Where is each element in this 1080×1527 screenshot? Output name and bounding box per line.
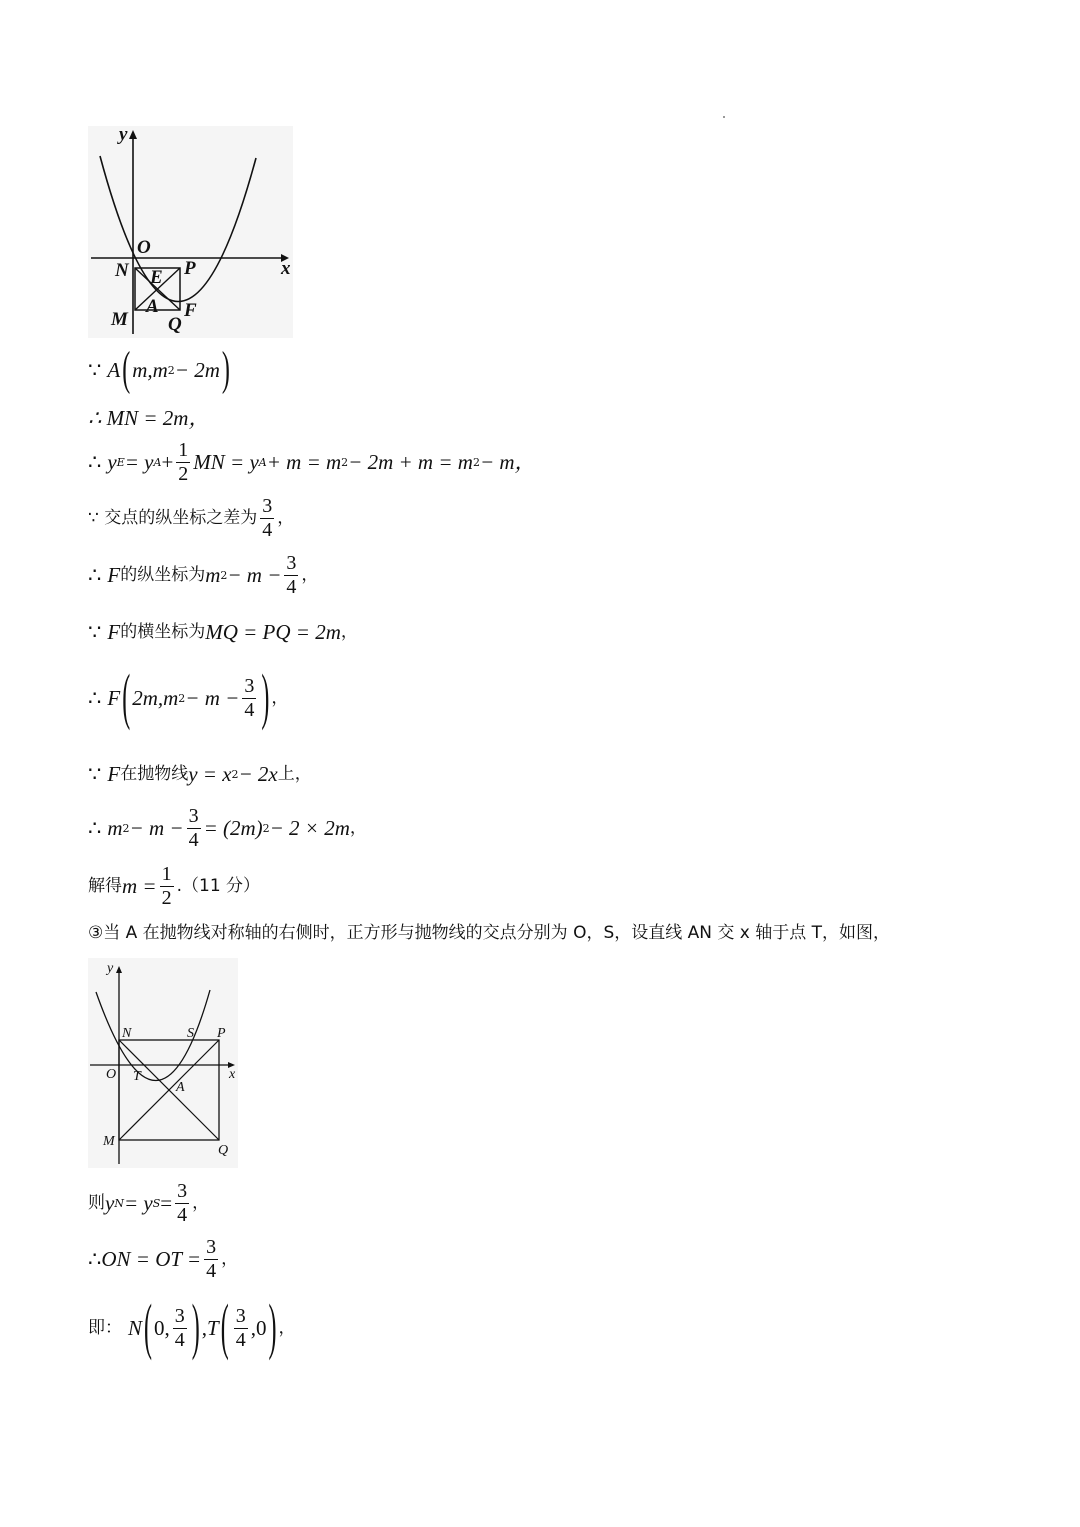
- expr: − 2m + m = m: [348, 450, 473, 474]
- text: 则: [88, 1193, 105, 1213]
- expr: = (2m): [203, 816, 263, 840]
- sub: S: [152, 1197, 161, 1210]
- expr: y = x: [188, 762, 232, 786]
- num: 1: [178, 439, 189, 461]
- label-Q: Q: [218, 1143, 229, 1158]
- label-N: N: [122, 1026, 132, 1041]
- text: 上，: [277, 764, 312, 784]
- line-6: [88, 622, 358, 643]
- expr: MN = y: [193, 450, 259, 474]
- expr: 2m,m: [132, 686, 179, 710]
- line-12: [88, 1181, 209, 1226]
- text: ，: [192, 1193, 210, 1213]
- den: 4: [244, 699, 255, 721]
- therefore: ∴: [88, 450, 102, 474]
- num: 3: [286, 552, 297, 574]
- text: ，: [277, 508, 295, 528]
- fraction: [242, 676, 256, 721]
- label-O: O: [106, 1067, 117, 1082]
- line-1: ∵ A ( m,m 2 − 2m ): [88, 344, 230, 396]
- line-9: [88, 806, 367, 851]
- text: 在抛物线: [120, 764, 189, 784]
- label-N: N: [115, 260, 129, 281]
- line-8: [88, 764, 312, 785]
- expr: = y: [123, 1191, 153, 1215]
- expr: +: [161, 450, 174, 474]
- point-N: N: [128, 1316, 143, 1340]
- expr: ON = OT =: [101, 1247, 202, 1271]
- since-symbol: ∵: [88, 762, 102, 786]
- small-dot: [723, 116, 725, 118]
- label-M: M: [111, 309, 128, 330]
- sup: 2: [220, 569, 228, 582]
- label-O: O: [137, 237, 151, 258]
- expr: MQ = PQ = 2m: [205, 620, 341, 644]
- sub: A: [258, 456, 267, 469]
- den: 4: [235, 1329, 246, 1351]
- text: ，: [349, 818, 367, 838]
- expr: y: [105, 1191, 115, 1215]
- point-F: F: [107, 620, 121, 644]
- expr: = y: [124, 450, 154, 474]
- text: ，: [301, 565, 319, 585]
- label-E: E: [150, 267, 163, 288]
- text: ，: [221, 1249, 239, 1269]
- den: 4: [262, 519, 273, 541]
- fraction: [175, 1181, 189, 1226]
- line-7: ∴ F ( 2m,m 2 − m − $\frac{3}{4}$ ) ，: [88, 664, 289, 733]
- label-x: x: [281, 258, 291, 279]
- since-symbol: ∵: [88, 620, 102, 644]
- expr: m,m: [132, 357, 168, 382]
- expr: − 2x: [238, 762, 278, 786]
- expr: y: [107, 450, 117, 474]
- fraction: [173, 1306, 187, 1351]
- expr: =: [160, 1191, 173, 1215]
- line-2: [88, 408, 209, 429]
- point-A: A: [107, 357, 121, 382]
- expr: m =: [122, 874, 157, 898]
- figure-2: [88, 958, 238, 1168]
- fraction: [160, 864, 174, 909]
- expr: − m −: [227, 563, 282, 587]
- figure-2-graph: [88, 958, 238, 1168]
- num: 1: [161, 863, 172, 885]
- line-3: [88, 440, 536, 485]
- expr: ∴ MN = 2m，: [88, 406, 210, 430]
- expr: m: [107, 816, 123, 840]
- den: 4: [174, 1329, 185, 1351]
- den: 2: [161, 887, 172, 909]
- text: .（11 分）: [176, 876, 261, 896]
- label-A: A: [176, 1080, 185, 1095]
- sup: 2: [231, 768, 239, 781]
- text: ，: [278, 1318, 296, 1338]
- expr: − m −: [185, 686, 240, 710]
- label-P: P: [217, 1026, 226, 1041]
- figure-1-graph: [88, 126, 293, 338]
- label-y: y: [119, 126, 128, 145]
- sup: 2: [472, 456, 480, 469]
- label-M: M: [103, 1134, 115, 1149]
- text: ∵ 交点的纵坐标之差为: [88, 508, 258, 528]
- num: 3: [244, 675, 255, 697]
- point-F: F: [107, 563, 121, 587]
- text: ，: [340, 622, 358, 642]
- sup: 2: [262, 822, 270, 835]
- den: 4: [206, 1260, 217, 1282]
- fraction: [284, 553, 298, 598]
- expr: + m = m: [266, 450, 342, 474]
- expr: ,: [201, 1316, 208, 1340]
- label-T: T: [133, 1069, 141, 1084]
- expr: 0,: [154, 1316, 170, 1340]
- sub: N: [114, 1197, 124, 1210]
- expr: m: [205, 563, 221, 587]
- fraction: [204, 1237, 218, 1282]
- expr: − 2 × 2m: [269, 816, 350, 840]
- point-T: T: [207, 1316, 219, 1340]
- sup: 2: [122, 822, 130, 835]
- text: ③当 A 在抛物线对称轴的右侧时，正方形与抛物线的交点分别为 O，S，设直线 AN 交 x 轴于点 T，如图，: [88, 923, 891, 943]
- line-11: [88, 925, 890, 942]
- num: 3: [177, 1180, 188, 1202]
- text: 的纵坐标为: [120, 565, 206, 585]
- line-13: [88, 1237, 238, 1282]
- den: 2: [178, 463, 189, 485]
- label-F: F: [184, 300, 197, 321]
- num: 3: [206, 1236, 217, 1258]
- fraction: [234, 1306, 248, 1351]
- text: 的横坐标为: [120, 622, 206, 642]
- line-4: [88, 496, 294, 541]
- text: 解得: [88, 876, 122, 896]
- sub: A: [153, 456, 162, 469]
- therefore: ∴: [88, 816, 102, 840]
- figure-1: [88, 126, 293, 338]
- num: 3: [174, 1305, 185, 1327]
- line-5: [88, 553, 318, 598]
- line-14: 即： N ( 0, $\frac{3}{4}$ ) , T ( $\frac{3}{4}$ ,0 ) ，: [88, 1294, 296, 1363]
- expr: − m，: [479, 450, 536, 474]
- den: 4: [177, 1204, 188, 1226]
- label-A: A: [146, 296, 159, 317]
- therefore: ∴: [88, 1247, 102, 1271]
- text: 即：: [88, 1318, 122, 1338]
- label-Q: Q: [168, 314, 182, 335]
- fraction: [187, 806, 201, 851]
- line-10: [88, 864, 260, 909]
- label-P: P: [184, 258, 196, 279]
- label-x: x: [229, 1067, 236, 1082]
- den: 4: [286, 576, 297, 598]
- expr: ,0: [250, 1316, 267, 1340]
- label-S: S: [187, 1026, 194, 1041]
- expr: − m −: [129, 816, 184, 840]
- point-F: F: [107, 686, 121, 710]
- since-symbol: ∵: [88, 357, 102, 382]
- fraction: [260, 496, 274, 541]
- text: ，: [271, 688, 289, 708]
- num: 3: [262, 495, 273, 517]
- therefore: ∴: [88, 563, 102, 587]
- den: 4: [188, 829, 199, 851]
- sup: 2: [341, 456, 349, 469]
- therefore: ∴: [88, 686, 102, 710]
- fraction: [176, 440, 190, 485]
- expr: − 2m: [174, 357, 220, 382]
- num: 3: [235, 1305, 246, 1327]
- num: 3: [188, 805, 199, 827]
- sub: E: [116, 456, 125, 469]
- point-F: F: [107, 762, 121, 786]
- label-y: y: [107, 961, 114, 976]
- sup: 2: [178, 692, 186, 705]
- sup: 2: [167, 363, 175, 377]
